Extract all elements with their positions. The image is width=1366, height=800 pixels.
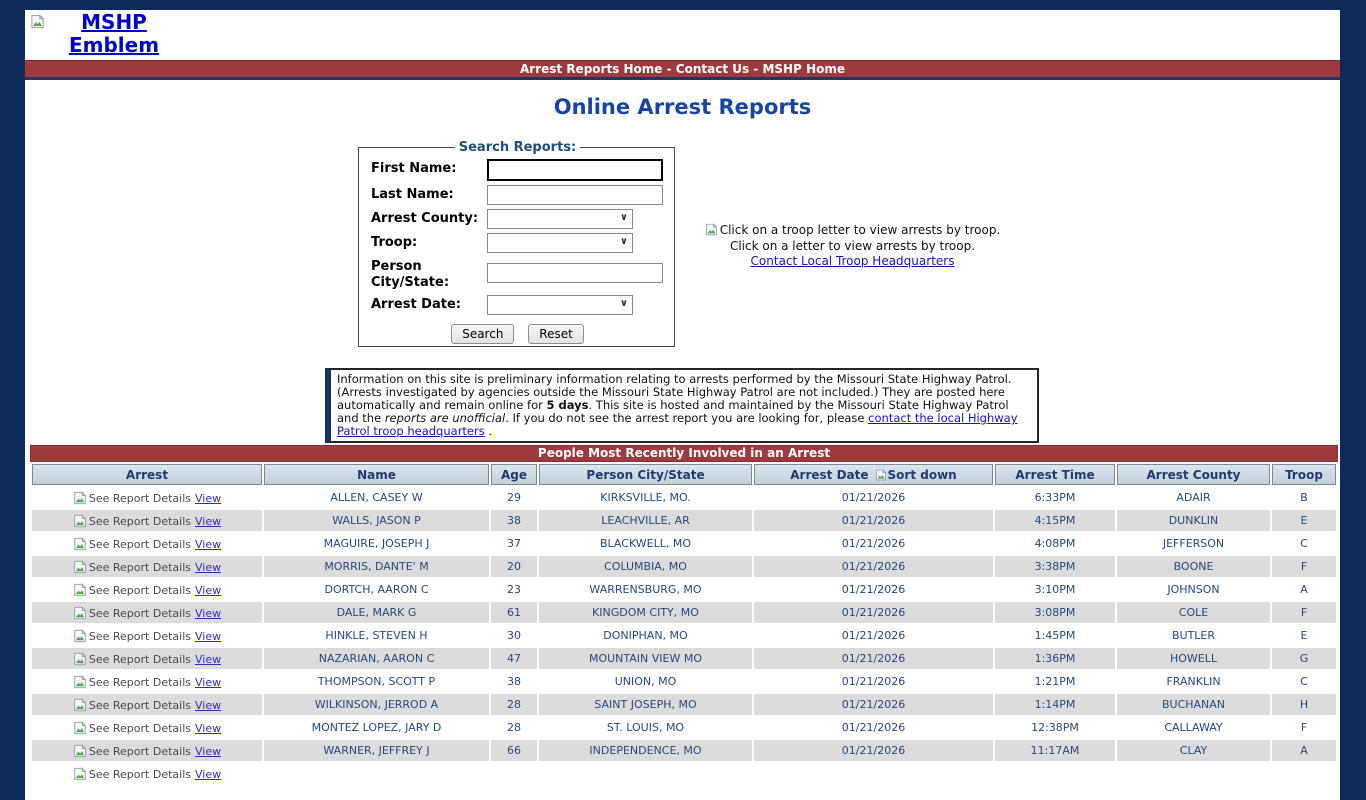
arrest-county-cell: BOONE bbox=[1117, 556, 1270, 577]
arrest-cell bbox=[32, 763, 262, 784]
report-details-alt-text: See Report Details bbox=[88, 514, 191, 528]
report-details-alt-text: See Report Details bbox=[88, 721, 191, 735]
arrest-date-select[interactable] bbox=[487, 295, 633, 315]
arrest-cell bbox=[32, 671, 262, 692]
view-report-link[interactable]: View bbox=[195, 537, 222, 551]
broken-image-icon bbox=[30, 14, 45, 29]
arrest-cell bbox=[32, 648, 262, 669]
sort-down-link[interactable]: Sort down bbox=[887, 467, 957, 482]
report-details-alt-text: See Report Details bbox=[88, 606, 191, 620]
age-cell: 29 bbox=[491, 487, 537, 508]
col-header-name: Name bbox=[264, 464, 489, 485]
reset-button[interactable]: Reset bbox=[528, 324, 584, 344]
nav-mshp-home[interactable]: MSHP Home bbox=[762, 62, 845, 76]
table-row bbox=[32, 579, 1336, 600]
troop-cell: A bbox=[1272, 579, 1336, 600]
arrests-table bbox=[30, 462, 1338, 786]
broken-image-icon bbox=[73, 537, 87, 551]
view-report-link[interactable]: View bbox=[195, 721, 222, 735]
arrest-cell bbox=[32, 510, 262, 531]
broken-image-icon bbox=[73, 629, 87, 643]
table-row bbox=[32, 717, 1336, 738]
arrest-county-cell: ADAIR bbox=[1117, 487, 1270, 508]
troop-panel bbox=[685, 223, 1020, 270]
arrest-date-cell: 01/21/2026 bbox=[754, 510, 993, 531]
contact-troop-headquarters-link[interactable]: contact the local Highway Patrol troop headquarters bbox=[337, 411, 1018, 438]
age-cell bbox=[491, 763, 537, 784]
notice-text: . If you do not see the arrest report you are looking for, please bbox=[505, 411, 869, 425]
arrest-county-cell: JEFFERSON bbox=[1117, 533, 1270, 554]
arrest-date-cell: 01/21/2026 bbox=[754, 625, 993, 646]
troop-select[interactable] bbox=[487, 233, 633, 253]
broken-image-icon bbox=[73, 560, 87, 574]
troop-cell: E bbox=[1272, 625, 1336, 646]
city-state-cell: KINGDOM CITY, MO bbox=[539, 602, 752, 623]
age-cell: 20 bbox=[491, 556, 537, 577]
broken-image-icon bbox=[73, 606, 87, 620]
first-name-input[interactable] bbox=[487, 159, 663, 181]
nav-separator: - bbox=[749, 62, 763, 76]
broken-image-icon bbox=[73, 744, 87, 758]
name-cell: THOMPSON, SCOTT P bbox=[264, 671, 489, 692]
broken-image-icon bbox=[73, 491, 87, 505]
troop-cell: H bbox=[1272, 694, 1336, 715]
view-report-link[interactable]: View bbox=[195, 583, 222, 597]
name-cell: MAGUIRE, JOSEPH J bbox=[264, 533, 489, 554]
city-state-cell bbox=[539, 763, 752, 784]
city-state-cell: MOUNTAIN VIEW MO bbox=[539, 648, 752, 669]
troop-cell: E bbox=[1272, 510, 1336, 531]
age-cell: 28 bbox=[491, 717, 537, 738]
city-state-cell: UNION, MO bbox=[539, 671, 752, 692]
arrest-time-cell: 1:45PM bbox=[995, 625, 1115, 646]
name-cell: MORRIS, DANTE' M bbox=[264, 556, 489, 577]
troop-cell bbox=[1272, 763, 1336, 784]
report-details-alt-text: See Report Details bbox=[88, 537, 191, 551]
arrest-date-cell: 01/21/2026 bbox=[754, 533, 993, 554]
arrest-cell bbox=[32, 717, 262, 738]
name-cell: DORTCH, AARON C bbox=[264, 579, 489, 600]
arrest-date-cell bbox=[754, 763, 993, 784]
broken-image-icon bbox=[705, 223, 718, 236]
arrest-time-cell bbox=[995, 763, 1115, 784]
age-cell: 28 bbox=[491, 694, 537, 715]
chevron-down-icon: ∨ bbox=[619, 236, 628, 247]
report-details-alt-text: See Report Details bbox=[88, 675, 191, 689]
arrest-date-cell: 01/21/2026 bbox=[754, 648, 993, 669]
troop-cell: C bbox=[1272, 671, 1336, 692]
age-cell: 47 bbox=[491, 648, 537, 669]
troop-cell: A bbox=[1272, 740, 1336, 761]
name-cell: HINKLE, STEVEN H bbox=[264, 625, 489, 646]
name-cell: WILKINSON, JERROD A bbox=[264, 694, 489, 715]
report-details-alt-text: See Report Details bbox=[88, 560, 191, 574]
arrest-time-cell: 12:38PM bbox=[995, 717, 1115, 738]
arrest-date-label: Arrest Date: bbox=[371, 297, 461, 312]
city-state-cell: INDEPENDENCE, MO bbox=[539, 740, 752, 761]
arrest-time-cell: 3:10PM bbox=[995, 579, 1115, 600]
arrest-county-cell: DUNKLIN bbox=[1117, 510, 1270, 531]
city-state-cell: COLUMBIA, MO bbox=[539, 556, 752, 577]
disclaimer-notice bbox=[325, 368, 1039, 443]
arrest-county-cell: BUCHANAN bbox=[1117, 694, 1270, 715]
view-report-link[interactable]: View bbox=[195, 606, 222, 620]
arrest-cell bbox=[32, 556, 262, 577]
search-form-legend: Search Reports: bbox=[458, 140, 577, 155]
arrest-county-cell: CLAY bbox=[1117, 740, 1270, 761]
broken-image-icon bbox=[73, 583, 87, 597]
age-cell: 23 bbox=[491, 579, 537, 600]
col-header-person-city-state: Person City/State bbox=[539, 464, 752, 485]
arrest-county-cell: COLE bbox=[1117, 602, 1270, 623]
table-row bbox=[32, 487, 1336, 508]
arrest-time-cell: 3:38PM bbox=[995, 556, 1115, 577]
last-name-input[interactable] bbox=[487, 185, 663, 205]
contact-local-troop-headquarters-link[interactable]: Contact Local Troop Headquarters bbox=[750, 254, 955, 268]
arrest-time-cell: 1:36PM bbox=[995, 648, 1115, 669]
person-city-state-input[interactable] bbox=[487, 263, 663, 283]
view-report-link[interactable]: View bbox=[195, 675, 222, 689]
nav-separator: - bbox=[662, 62, 676, 76]
age-cell: 37 bbox=[491, 533, 537, 554]
table-row bbox=[32, 556, 1336, 577]
arrest-date-cell: 01/21/2026 bbox=[754, 602, 993, 623]
city-state-cell: BLACKWELL, MO bbox=[539, 533, 752, 554]
person-city-state-label: Person City/State: bbox=[371, 259, 450, 290]
troop-map-alt-text: Click on a troop letter to view arrests by troop. bbox=[719, 223, 1001, 237]
view-report-link[interactable]: View bbox=[195, 491, 222, 505]
arrest-county-cell: FRANKLIN bbox=[1117, 671, 1270, 692]
broken-image-icon bbox=[875, 469, 887, 481]
mshp-emblem-link[interactable]: MSHP Emblem bbox=[68, 10, 160, 57]
table-row bbox=[32, 510, 1336, 531]
city-state-cell: WARRENSBURG, MO bbox=[539, 579, 752, 600]
arrest-cell bbox=[32, 625, 262, 646]
name-cell: ALLEN, CASEY W bbox=[264, 487, 489, 508]
view-report-link[interactable]: View bbox=[195, 767, 222, 781]
arrest-date-cell: 01/21/2026 bbox=[754, 717, 993, 738]
broken-image-icon bbox=[73, 652, 87, 666]
age-cell: 61 bbox=[491, 602, 537, 623]
arrest-date-cell: 01/21/2026 bbox=[754, 671, 993, 692]
view-report-link[interactable]: View bbox=[195, 560, 222, 574]
top-navbar bbox=[25, 60, 1340, 80]
troop-cell: G bbox=[1272, 648, 1336, 669]
search-reports-form bbox=[358, 140, 675, 347]
arrest-date-cell: 01/21/2026 bbox=[754, 694, 993, 715]
troop-cell: F bbox=[1272, 602, 1336, 623]
troop-cell: B bbox=[1272, 487, 1336, 508]
name-cell: WARNER, JEFFREY J bbox=[264, 740, 489, 761]
arrest-county-select[interactable] bbox=[487, 209, 633, 229]
search-button[interactable]: Search bbox=[451, 324, 514, 344]
chevron-down-icon: ∨ bbox=[619, 212, 628, 223]
broken-image-icon bbox=[73, 514, 87, 528]
troop-cell: F bbox=[1272, 556, 1336, 577]
name-cell: WALLS, JASON P bbox=[264, 510, 489, 531]
report-details-alt-text: See Report Details bbox=[88, 629, 191, 643]
troop-instruction: Click on a letter to view arrests by troop. bbox=[729, 238, 976, 253]
site-header bbox=[25, 10, 1340, 60]
city-state-cell: KIRKSVILLE, MO. bbox=[539, 487, 752, 508]
report-details-alt-text: See Report Details bbox=[88, 744, 191, 758]
arrest-county-cell: JOHNSON bbox=[1117, 579, 1270, 600]
report-details-alt-text: See Report Details bbox=[88, 698, 191, 712]
arrest-cell bbox=[32, 740, 262, 761]
broken-image-icon bbox=[73, 721, 87, 735]
age-cell: 30 bbox=[491, 625, 537, 646]
view-report-link[interactable]: View bbox=[195, 514, 222, 528]
report-details-alt-text: See Report Details bbox=[88, 491, 191, 505]
city-state-cell: DONIPHAN, MO bbox=[539, 625, 752, 646]
city-state-cell: ST. LOUIS, MO bbox=[539, 717, 752, 738]
view-report-link[interactable]: View bbox=[195, 698, 222, 712]
arrest-cell bbox=[32, 579, 262, 600]
report-details-alt-text: See Report Details bbox=[88, 652, 191, 666]
arrest-county-cell: CALLAWAY bbox=[1117, 717, 1270, 738]
col-header-arrest: Arrest bbox=[32, 464, 262, 485]
col-header-arrest-county: Arrest County bbox=[1117, 464, 1270, 485]
arrest-time-cell: 4:08PM bbox=[995, 533, 1115, 554]
page-title: Online Arrest Reports bbox=[553, 95, 812, 119]
arrest-cell bbox=[32, 533, 262, 554]
city-state-cell: LEACHVILLE, AR bbox=[539, 510, 752, 531]
first-name-label: First Name: bbox=[371, 161, 457, 176]
table-row bbox=[32, 694, 1336, 715]
arrest-date-cell: 01/21/2026 bbox=[754, 579, 993, 600]
arrest-cell bbox=[32, 602, 262, 623]
table-row bbox=[32, 533, 1336, 554]
col-header-arrest-time: Arrest Time bbox=[995, 464, 1115, 485]
report-details-alt-text: See Report Details bbox=[88, 583, 191, 597]
name-cell bbox=[264, 763, 489, 784]
results-banner: People Most Recently Involved in an Arrest bbox=[30, 445, 1338, 462]
notice-bold-text: 5 days bbox=[546, 398, 589, 412]
name-cell: NAZARIAN, AARON C bbox=[264, 648, 489, 669]
city-state-cell: SAINT JOSEPH, MO bbox=[539, 694, 752, 715]
arrest-date-cell: 01/21/2026 bbox=[754, 487, 993, 508]
arrest-date-cell: 01/21/2026 bbox=[754, 556, 993, 577]
broken-image-icon bbox=[73, 698, 87, 712]
table-row bbox=[32, 763, 1336, 784]
nav-contact-us[interactable]: Contact Us bbox=[675, 62, 750, 76]
col-header-age: Age bbox=[491, 464, 537, 485]
arrest-time-cell: 1:21PM bbox=[995, 671, 1115, 692]
table-row bbox=[32, 671, 1336, 692]
broken-image-icon bbox=[73, 675, 87, 689]
report-details-alt-text: See Report Details bbox=[88, 767, 191, 781]
notice-text: Information on this site is preliminary information relating to arrests performed by the Missouri State Highway Patrol. (Arrests investigated by agencies outside the Missouri State Highway Patrol are not included.) They are posted here automatically and remain online for bbox=[337, 372, 1012, 412]
notice-text: . This site is hosted and maintained by the Missouri State Highway Patrol and the bbox=[337, 398, 1009, 425]
arrest-cell bbox=[32, 487, 262, 508]
table-row bbox=[32, 648, 1336, 669]
nav-arrest-reports-home[interactable]: Arrest Reports Home bbox=[520, 62, 663, 76]
table-row bbox=[32, 625, 1336, 646]
age-cell: 38 bbox=[491, 671, 537, 692]
arrest-county-cell: BUTLER bbox=[1117, 625, 1270, 646]
troop-cell: C bbox=[1272, 533, 1336, 554]
arrest-time-cell: 6:33PM bbox=[995, 487, 1115, 508]
view-report-link[interactable]: View bbox=[195, 629, 222, 643]
arrest-time-cell: 3:08PM bbox=[995, 602, 1115, 623]
name-cell: MONTEZ LOPEZ, JARY D bbox=[264, 717, 489, 738]
arrest-time-cell: 11:17AM bbox=[995, 740, 1115, 761]
col-header-troop: Troop bbox=[1272, 464, 1336, 485]
table-row bbox=[32, 740, 1336, 761]
broken-image-icon bbox=[73, 767, 87, 781]
arrest-cell bbox=[32, 694, 262, 715]
view-report-link[interactable]: View bbox=[195, 744, 222, 758]
arrest-date-header-label: Arrest Date bbox=[790, 467, 869, 482]
col-header-arrest-date bbox=[754, 464, 993, 485]
last-name-label: Last Name: bbox=[371, 187, 454, 202]
notice-italic-text: reports are unofficial bbox=[384, 411, 506, 425]
arrest-county-cell bbox=[1117, 763, 1270, 784]
troop-label: Troop: bbox=[371, 235, 418, 250]
arrest-time-cell: 1:14PM bbox=[995, 694, 1115, 715]
results-section bbox=[30, 445, 1338, 786]
view-report-link[interactable]: View bbox=[195, 652, 222, 666]
name-cell: DALE, MARK G bbox=[264, 602, 489, 623]
notice-text: . bbox=[484, 424, 493, 438]
content-area bbox=[25, 10, 1340, 800]
table-header-row bbox=[32, 464, 1336, 485]
arrest-date-cell: 01/21/2026 bbox=[754, 740, 993, 761]
age-cell: 38 bbox=[491, 510, 537, 531]
table-row bbox=[32, 602, 1336, 623]
arrest-county-cell: HOWELL bbox=[1117, 648, 1270, 669]
troop-cell: F bbox=[1272, 717, 1336, 738]
chevron-down-icon: ∨ bbox=[619, 298, 628, 309]
arrest-time-cell: 4:15PM bbox=[995, 510, 1115, 531]
age-cell: 66 bbox=[491, 740, 537, 761]
arrest-county-label: Arrest County: bbox=[371, 211, 479, 226]
